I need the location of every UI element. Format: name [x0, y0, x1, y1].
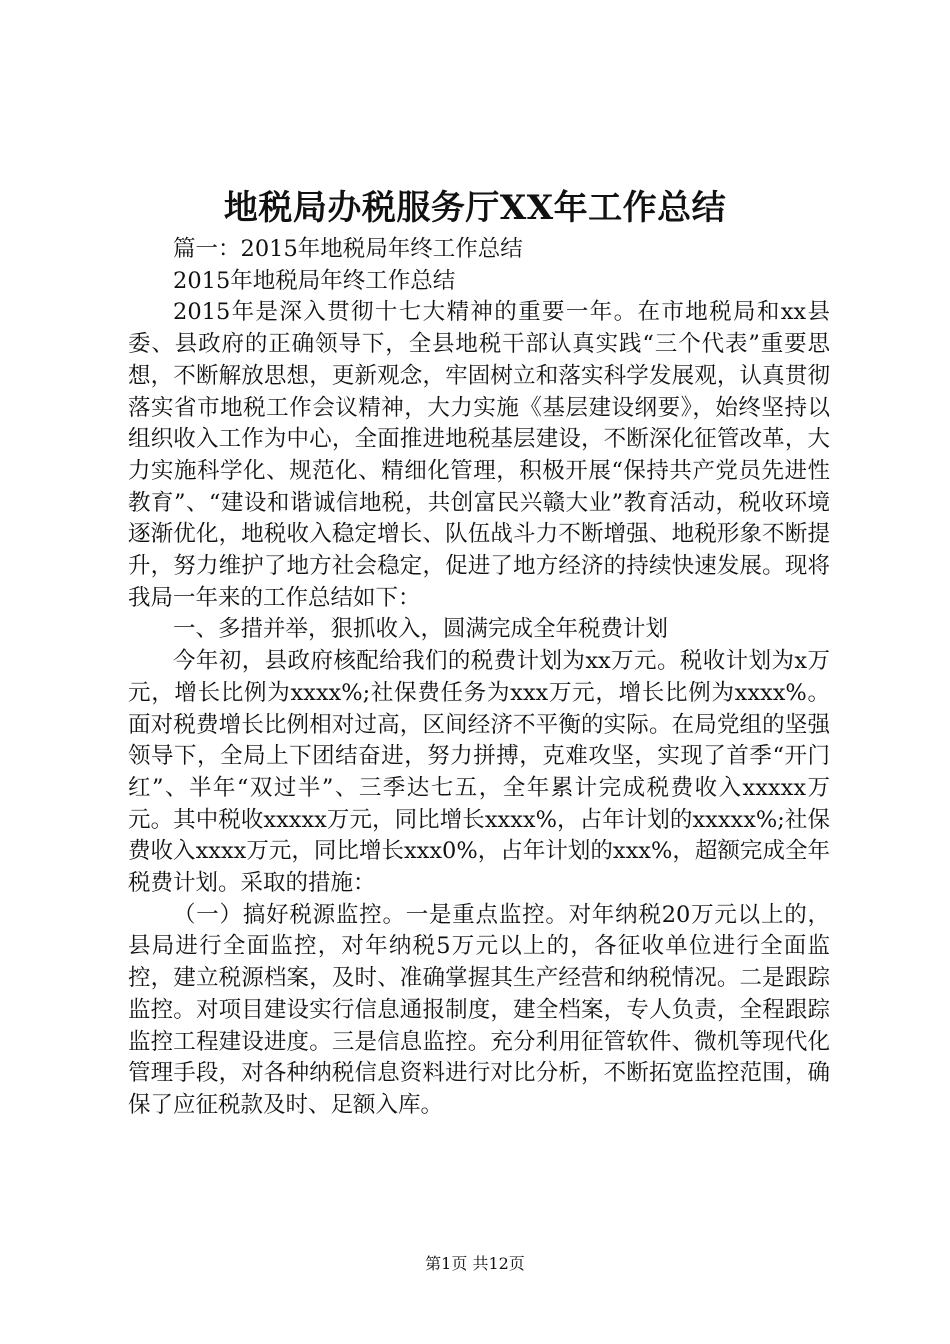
paragraph-revenue: 今年初，县政府核配给我们的税费计划为xx万元。税收计划为x万元，增长比例为xxxx%;社保费任务为xxx万元，增长比例为xxxx%。面对税费增长比例相对过高，区间经济不平衡的实际。在局党组的坚强领导下，全局上下团结奋进，努力拼搏，克难攻坚，实现了首季“开门红”、半年“双过半”、三季达七五，全年累计完成税费收入xxxxx万元。其中税收xxxxx万元，同比增长xxxx%，占年计划的xxxxx%;社保费收入xxxx万元，同比增长xxx0%，占年计划的xxx%，超额完成全年税费计划。采取的措施：: [128, 648, 830, 897]
paragraph-section-heading: 篇一：2015年地税局年终工作总结: [173, 236, 523, 262]
page-footer: 第1页 共12页: [425, 1254, 525, 1273]
paragraph-heading-one: 一、多措并举，狠抓收入，圆满完成全年税费计划: [173, 616, 669, 643]
document-title: 地税局办税服务厅XX年工作总结: [223, 188, 727, 228]
paragraph-intro: 2015年是深入贯彻十七大精神的重要一年。在市地税局和xx县委、县政府的正确领导下，全县地税干部认真实践“三个代表”重要思想，不断解放思想，更新观念，牢固树立和落实科学发展观，认真贯彻落实省市地税工作会议精神，大力实施《基层建设纲要》，始终坚持以组织收入工作为中心，全面推进地税基层建设，不断深化征管改革，大力实施科学化、规范化、精细化管理，积极开展“保持共产党员先进性教育”、“建设和谐诚信地税，共创富民兴赣大业”教育活动，税收环境逐渐优化，地税收入稳定增长、队伍战斗力不断增强、地税形象不断提升，努力维护了地方社会稳定，促进了地方经济的持续快速发展。现将我局一年来的工作总结如下：: [128, 299, 830, 611]
paragraph-subtitle: 2015年地税局年终工作总结: [173, 267, 456, 294]
paragraph-monitoring: （一）搞好税源监控。一是重点监控。对年纳税20万元以上的，县局进行全面监控，对年纳税5万元以上的，各征收单位进行全面监控，建立税源档案，及时、准确掌握其生产经营和纳税情况。二是跟踪监控。对项目建设实行信息通报制度，建全档案，专人负责，全程跟踪监控工程建设进度。三是信息监控。充分利用征管软件、微机等现代化管理手段，对各种纳税信息资料进行对比分析，不断拓宽监控范围，确保了应征税款及时、足额入库。: [128, 901, 830, 1118]
document-body: [128, 234, 830, 1122]
